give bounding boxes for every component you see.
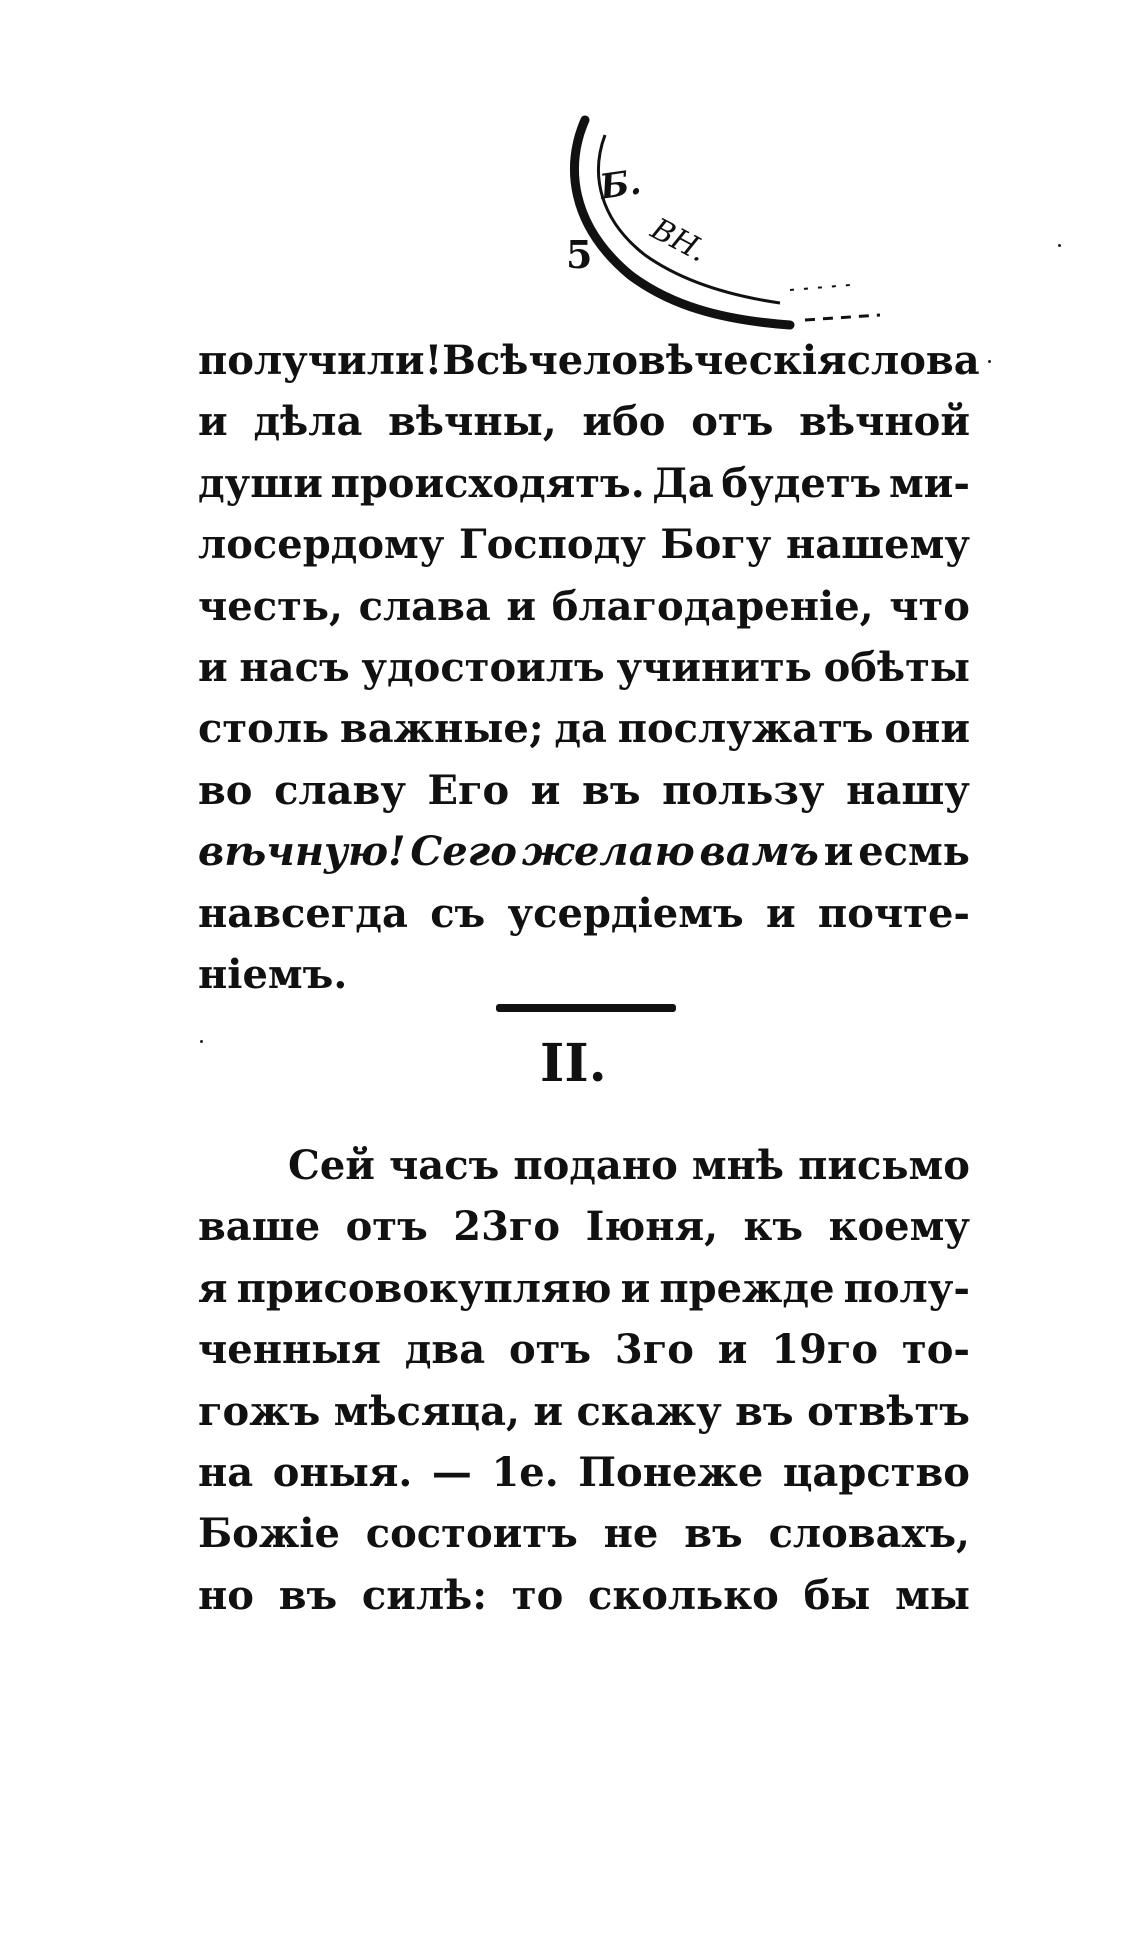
word: важные;	[339, 705, 544, 753]
word: въ	[684, 1510, 743, 1558]
word: я	[198, 1264, 228, 1312]
word: присовокупляю	[236, 1264, 612, 1312]
word: души	[198, 459, 323, 507]
word: ибо	[582, 398, 666, 446]
paragraph-1	[198, 330, 980, 1005]
word: есмь	[858, 828, 970, 876]
text-line	[198, 883, 970, 944]
word: сколько	[587, 1571, 779, 1619]
word: въ	[582, 766, 641, 814]
word: и	[530, 766, 561, 814]
word: бы	[803, 1571, 871, 1619]
word: отъ	[508, 1326, 592, 1374]
word: мы	[895, 1571, 970, 1619]
word: происходятъ.	[330, 459, 645, 507]
word: почте-	[817, 889, 970, 937]
text-line	[198, 1319, 970, 1380]
word: слова	[846, 337, 980, 384]
word: учинить	[616, 643, 812, 691]
word: и	[198, 398, 228, 446]
word: слава	[358, 582, 491, 630]
text-line	[198, 1258, 970, 1319]
word: Іюня,	[585, 1203, 719, 1251]
word: вѣчны,	[388, 398, 557, 446]
word: Богу	[660, 521, 772, 569]
word: 23го	[453, 1203, 561, 1251]
word: коему	[828, 1203, 970, 1251]
word: Сей	[288, 1142, 375, 1189]
print-speck	[200, 1040, 203, 1043]
word: Понеже	[578, 1448, 764, 1496]
word: мнѣ	[691, 1142, 785, 1189]
word: 3го	[614, 1326, 694, 1374]
word: вѣчной	[799, 398, 970, 446]
word: будетъ	[721, 459, 882, 507]
word: царство	[782, 1448, 970, 1496]
word: гожъ	[198, 1387, 321, 1435]
section-number: II.	[540, 1033, 607, 1094]
stamp-text-1: Б.	[597, 162, 644, 208]
print-speck	[988, 360, 991, 363]
word: не	[603, 1510, 659, 1558]
text-line	[198, 637, 970, 698]
word: пользу	[662, 766, 825, 814]
word: отвѣтъ	[807, 1387, 970, 1435]
word: мѣсяца,	[333, 1387, 520, 1435]
word: усердіемъ	[507, 889, 744, 937]
word: что	[889, 582, 970, 630]
word: человѣческія	[528, 337, 847, 384]
word: Всѣ	[442, 337, 529, 384]
word: 19го	[771, 1326, 879, 1374]
page-number: 5	[566, 232, 593, 277]
library-stamp	[560, 115, 940, 345]
word: и	[765, 889, 796, 937]
text-line	[198, 453, 970, 514]
word: ми-	[888, 459, 970, 507]
word: два	[404, 1326, 486, 1374]
word: и	[506, 582, 537, 630]
word: получили!	[198, 337, 443, 384]
word: да	[554, 705, 607, 753]
word: 1е.	[491, 1448, 559, 1496]
word: во	[198, 766, 253, 814]
word: лосердому	[198, 521, 445, 569]
text-line	[198, 1196, 970, 1257]
word: послужатъ	[617, 705, 874, 753]
word: то	[511, 1571, 564, 1619]
word: ваше	[198, 1203, 321, 1251]
text-line	[198, 698, 970, 759]
text-line	[198, 944, 970, 1005]
word: въ	[735, 1387, 794, 1435]
stamp-text-2: ВН.	[645, 211, 713, 270]
word: и	[620, 1264, 651, 1312]
word: нашему	[786, 521, 970, 569]
word: ніемъ.	[198, 950, 348, 998]
word: дѣла	[253, 398, 363, 446]
paragraph-2	[198, 1135, 970, 1626]
section-divider	[496, 1004, 676, 1012]
word: они	[884, 705, 970, 753]
text-line	[198, 1381, 970, 1442]
word: нашу	[846, 766, 970, 814]
word: Да	[652, 459, 714, 507]
text-line	[198, 1565, 970, 1626]
word: вѣчную!	[198, 828, 406, 876]
word: словахъ,	[768, 1510, 970, 1558]
word: вамъ	[699, 828, 819, 876]
word: навсегда	[198, 889, 408, 937]
word: и	[717, 1326, 748, 1374]
word: отъ	[345, 1203, 428, 1251]
stamp-arc-icon	[560, 115, 940, 345]
word: Божіе	[198, 1510, 340, 1558]
text-line	[198, 1503, 970, 1564]
word: честь,	[198, 582, 343, 630]
word: но	[198, 1571, 254, 1619]
word: —	[431, 1448, 472, 1496]
word: и	[533, 1387, 564, 1435]
text-line	[198, 391, 970, 452]
word: на	[198, 1448, 254, 1496]
text-line	[198, 760, 970, 821]
word: въ	[278, 1571, 338, 1619]
word: къ	[743, 1203, 804, 1251]
word: и	[198, 643, 228, 691]
word: обѣты	[823, 643, 970, 691]
word: столь	[198, 705, 330, 753]
word: полу-	[843, 1264, 970, 1312]
word: ченныя	[198, 1326, 381, 1374]
text-line	[198, 514, 970, 575]
word: отъ	[691, 398, 774, 446]
word: оныя.	[272, 1448, 413, 1496]
word: письмо	[798, 1142, 970, 1189]
word: Сего	[410, 828, 517, 876]
print-speck	[1058, 244, 1061, 247]
word: славу	[274, 766, 406, 814]
word: Его	[427, 766, 510, 814]
word: удостоилъ	[361, 643, 605, 691]
text-line	[198, 330, 980, 391]
word: насъ	[239, 643, 350, 691]
word: состоитъ	[365, 1510, 578, 1558]
word: силѣ:	[361, 1571, 488, 1619]
word: то-	[901, 1326, 970, 1374]
word: часъ	[389, 1142, 500, 1189]
text-line	[198, 1135, 970, 1196]
word: съ	[430, 889, 486, 937]
word: благодареніе,	[551, 582, 874, 630]
word: скажу	[576, 1387, 722, 1435]
text-line	[198, 1442, 970, 1503]
text-line	[198, 821, 970, 882]
word: прежде	[659, 1264, 835, 1312]
word: Господу	[458, 521, 646, 569]
word: и	[823, 828, 854, 876]
word: подано	[513, 1142, 678, 1189]
text-line	[198, 576, 970, 637]
word: желаю	[521, 828, 695, 876]
